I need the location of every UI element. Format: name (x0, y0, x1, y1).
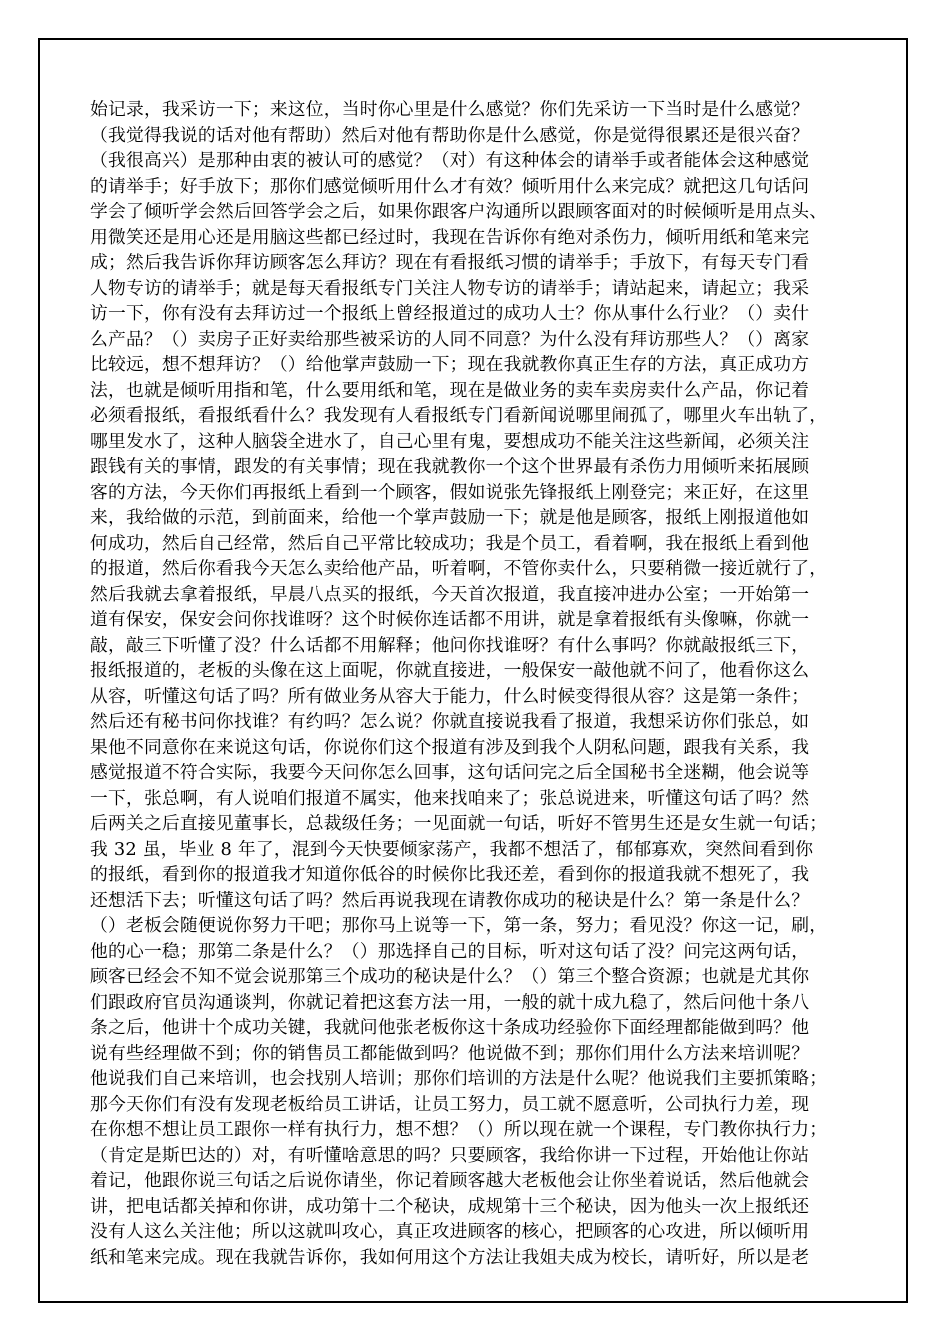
text-line: 访一下，你有没有去拜访过一个报纸上曾经报道过的成功人士？你从事什么行业？（）卖什 (90, 303, 810, 324)
text-line: 跟钱有关的事情，跟发的有关事情；现在我就教你一个这个世界最有杀伤力用倾听来拓展顾 (90, 456, 810, 477)
text-line: 道有保安，保安会问你找谁呀？这个时候你连话都不用讲，就是拿着报纸有头像嘛，你就一 (90, 609, 810, 630)
text-line: 顾客已经会不知不觉会说那第三个成功的秘诀是什么？（）第三个整合资源；也就是尤其你 (90, 966, 810, 987)
text-line: （我很高兴）是那种由衷的被认可的感觉？（对）有这种体会的请举手或者能体会这种感觉 (90, 150, 810, 171)
text-line: 那今天你们有没有发现老板给员工讲话，让员工努力，员工就不愿意听，公司执行力差，现 (90, 1093, 810, 1115)
text-line: 果他不同意你在来说这句话，你说你们这个报道有涉及到我个人阴私问题，跟我有关系，我 (90, 736, 810, 758)
text-line: 纸和笔来完成。现在我就告诉你，我如何用这个方法让我姐夫成为校长，请听好，所以是老 (90, 1246, 810, 1268)
body-text (90, 97, 864, 1270)
text-line: 比较远，想不想拜访？（）给他掌声鼓励一下；现在我就教你真正生存的方法，真正成功方 (90, 354, 810, 375)
text-line: 来，我给做的示范，到前面来，给他一个掌声鼓励一下；就是他是顾客，报纸上刚报道他如 (90, 507, 810, 528)
text-line: 他的心一稳；那第二条是什么？（）那选择自己的目标，听对这句话了没？问完这两句话， (90, 940, 810, 962)
text-line: 讲，把电话都关掉和你讲，成功第十二个秘诀，成规第十三个秘诀，因为他头一次上报纸还 (90, 1195, 810, 1217)
text-line: 哪里发水了，这种人脑袋全进水了，自己心里有鬼，要想成功不能关注这些新闻，必须关注 (90, 430, 810, 452)
text-line: 条之后，他讲十个成功关键，我就问他张老板你这十条成功经验你下面经理都能做到吗？他 (90, 1017, 810, 1038)
text-line: 的报道，然后你看我今天怎么卖给他产品，听着啊，不管你卖什么，只要稍微一接近就行了， (90, 558, 828, 579)
text-line: 然后还有秘书问你找谁？有约吗？怎么说？你就直接说我看了报道，我想采访你们张总，如 (90, 711, 810, 732)
text-line: 还想活下去；听懂这句话了吗？然后再说我现在请教你成功的秘诀是什么？第一条是什么？ (90, 889, 810, 911)
text-line: 在你想不想让员工跟你一样有执行力，想不想？（）所以现在就一个课程，专门教你执行力； (90, 1119, 828, 1140)
text-line: （我觉得我说的话对他有帮助）然后对他有帮助你是什么感觉，你是觉得很累还是很兴奋？ (90, 124, 810, 146)
text-line: 客的方法，今天你们再报纸上看到一个顾客，假如说张先锋报纸上刚登完；来正好，在这里 (90, 481, 810, 503)
text-line: 成；然后我告诉你拜访顾客怎么拜访？现在有看报纸习惯的请举手；手放下，有每天专门看 (90, 252, 810, 273)
text-line: 后两关之后直接见董事长，总裁级任务；一见面就一句话，听好不管男生还是女生就一句话； (90, 813, 828, 834)
text-line: 从容，听懂这句话了吗？所有做业务从容大于能力，什么时候变得很从容？这是第一条件； (90, 685, 810, 707)
text-line: 何成功，然后自己经常，然后自己平常比较成功；我是个员工，看着啊，我在报纸上看到他 (90, 532, 810, 554)
text-line: 没有人这么关注他；所以这就叫攻心，真正攻进顾客的核心，把顾客的心攻进，所以倾听用 (90, 1221, 810, 1242)
text-line: 人物专访的请举手；就是每天看报纸专门关注人物专访的请举手；请站起来，请起立；我采 (90, 277, 810, 299)
text-line: 他说我们自己来培训，也会找别人培训；那你们培训的方法是什么呢？他说我们主要抓策略； (90, 1068, 828, 1089)
text-line: 么产品？（）卖房子正好卖给那些被采访的人同不同意？为什么没有拜访那些人？（）离家 (90, 328, 810, 350)
text-line: 们跟政府官员沟通谈判，你就记着把这套方法一用，一般的就十成九稳了，然后问他十条八 (90, 991, 810, 1013)
text-line: 感觉报道不符合实际，我要今天问你怎么回事，这句话问完之后全国秘书全迷糊，他会说等 (90, 762, 810, 783)
text-line: 报纸报道的，老板的头像在这上面呢，你就直接进，一般保安一敲他就不问了，他看你这么 (90, 660, 810, 681)
text-line: （肯定是斯巴达的）对，有听懂啥意思的吗？只要顾客，我给你讲一下过程，开始他让你站 (90, 1144, 810, 1166)
text-line: 一下，张总啊，有人说咱们报道不属实，他来找咱来了；张总说进来，听懂这句话了吗？然 (90, 787, 810, 809)
text-line: 始记录，我采访一下；来这位，当时你心里是什么感觉？你们先采访一下当时是什么感觉？ (90, 99, 810, 120)
text-line: 必须看报纸，看报纸看什么？我发现有人看报纸专门看新闻说哪里闹孤了，哪里火车出轨了， (90, 405, 828, 426)
text-line: 说有些经理做不到；你的销售员工都能做到吗？他说做不到；那你们用什么方法来培训呢？ (90, 1042, 810, 1064)
text-line: 的请举手；好手放下；那你们感觉倾听用什么才有效？倾听用什么来完成？就把这几句话问 (90, 175, 810, 197)
text-line: 敲，敲三下听懂了没？什么话都不用解释；他问你找谁呀？有什么事吗？你就敲报纸三下， (90, 634, 810, 656)
text-line: 我 32 虽，毕业 8 年了，混到今天快要倾家荡产，我都不想活了，郁郁寡欢，突然间看到你 (90, 838, 814, 860)
text-line: 学会了倾听学会然后回答学会之后，如果你跟客户沟通所以跟顾客面对的时候倾听是用点头、 (90, 201, 828, 222)
text-line: （）老板会随便说你努力干吧；那你马上说等一下，第一条，努力；看见没？你这一记，刷， (90, 915, 828, 936)
text-line: 的报纸，看到你的报道我才知道你低谷的时候你比我还差，看到你的报道我就不想死了，我 (90, 864, 810, 885)
text-line: 然后我就去拿着报纸，早晨八点买的报纸，今天首次报道，我直接冲进办公室；一开始第一 (90, 583, 810, 605)
text-line: 用微笑还是用心还是用脑这些都已经过时，我现在告诉你有绝对杀伤力，倾听用纸和笔来完 (90, 226, 810, 248)
text-line: 着记，他跟你说三句话之后说你请坐，你记着顾客越大老板他会让你坐着说话，然后他就会 (90, 1170, 810, 1191)
text-line: 法，也就是倾听用指和笔，什么要用纸和笔，现在是做业务的卖车卖房卖什么产品，你记着 (90, 379, 810, 401)
